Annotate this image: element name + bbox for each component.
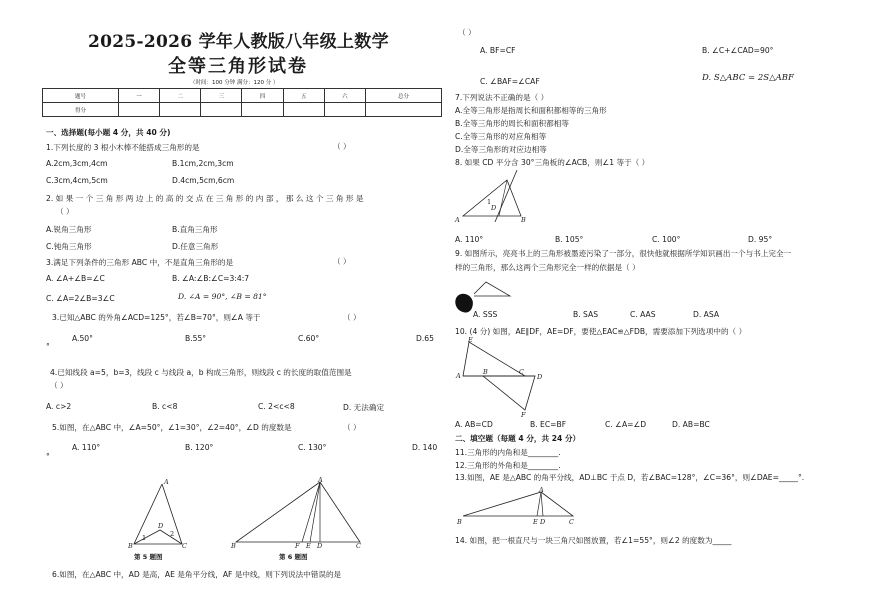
score-table-header-row xyxy=(43,89,442,103)
score-cell: 二 xyxy=(160,89,201,103)
question-2-answer-blank: （ ） xyxy=(56,207,74,216)
q7r-option-d: D.全等三角形的对应边相等 xyxy=(455,145,547,154)
figure-9-triangle xyxy=(470,280,520,310)
fig10-label-A: A xyxy=(456,372,461,380)
fig8-label-A: A xyxy=(455,216,460,224)
fig6-label-C: C xyxy=(356,542,361,550)
section-1-heading: 一、选择题(每小题 4 分，共 40 分) xyxy=(46,128,171,137)
q6r-option-d: D. S△ABC = 2S△ABF xyxy=(702,73,794,83)
q7r-option-b: B.全等三角形的周长和面积都相等 xyxy=(455,119,569,128)
q8-option-c: C. 100° xyxy=(652,235,681,244)
question-7r: 7.下列说法不正确的是（ ） xyxy=(455,93,549,102)
fig10-label-D: D xyxy=(537,373,543,381)
q2-option-c: C.钝角三角形 xyxy=(46,242,92,251)
score-cell: 一 xyxy=(118,89,159,103)
q2-option-d: D.任意三角形 xyxy=(172,242,219,251)
q6-option-d: D. 140 xyxy=(412,443,438,452)
q6-degree-mark: ° xyxy=(46,452,50,461)
fig5-label-C: C xyxy=(182,542,187,550)
question-11: 11.三角形的内角和是________. xyxy=(455,448,561,457)
q2-option-b: B.直角三角形 xyxy=(172,225,218,234)
score-cell: 三 xyxy=(201,89,242,103)
q9-option-b: B. SAS xyxy=(573,310,599,319)
question-14: 14. 如图，把一根直尺与一块三角尺如图放置，若∠1=55°，则∠2 的度数为_____ xyxy=(455,536,732,545)
q1-option-a: A.2cm,3cm,4cm xyxy=(46,159,108,168)
question-7: 6.如图，在△ABC 中，AD 是高，AE 是角平分线，AF 是中线，则下列说法中错误的是 xyxy=(52,570,342,579)
q9-option-d: D. ASA xyxy=(693,310,720,319)
exam-note: （时间：100 分钟 满分：120 分 ） xyxy=(190,80,279,86)
q6r-option-a: A. BF=CF xyxy=(480,46,516,55)
question-1: 1.下列长度的 3 根小木棒不能搭成三角形的是 xyxy=(46,143,200,152)
score-cell xyxy=(118,103,159,117)
score-cell: 四 xyxy=(242,89,283,103)
score-cell xyxy=(283,103,324,117)
figure-6-caption: 第 6 题图 xyxy=(279,553,308,561)
q3-option-c: C. ∠A=2∠B=3∠C xyxy=(46,294,115,303)
q5-option-d: D. 无法确定 xyxy=(343,403,385,412)
fig5-label-D: D xyxy=(158,522,164,530)
q8-option-b: B. 105° xyxy=(555,235,584,244)
q2-option-a: A.锐角三角形 xyxy=(46,225,92,234)
question-5-answer-blank: （ ） xyxy=(50,381,68,390)
score-cell xyxy=(242,103,283,117)
fig10-label-C: C xyxy=(519,368,524,376)
question-2: 2. 如 果 一 个 三 角 形 两 边 上 的 高 的 交 点 在 三 角 形 的 内 部 ， 那 么 这 个 三 角 形 是 xyxy=(46,194,364,203)
q9-option-a: A. SSS xyxy=(473,310,498,319)
q6-option-c: C. 130° xyxy=(298,443,327,452)
q10-option-d: D. AB=BC xyxy=(672,420,710,429)
question-3: 3.满足下列条件的三角形 ABC 中，不是直角三角形的是 xyxy=(46,258,234,267)
title-line-1: 2025-2026 学年人教版八年级上数学 xyxy=(88,32,389,52)
q8-option-d: D. 95° xyxy=(748,235,773,244)
question-12: 12.三角形的外角和是________. xyxy=(455,461,561,470)
fig10-label-F: F xyxy=(521,411,526,419)
q6-option-a: A. 110° xyxy=(72,443,101,452)
q10-option-a: A. AB=CD xyxy=(455,420,493,429)
fig6-label-A: A xyxy=(318,476,323,484)
fig6-label-E: E xyxy=(306,542,311,550)
q7r-option-a: A.全等三角形是指周长和面积都相等的三角形 xyxy=(455,106,607,115)
score-cell: 得分 xyxy=(43,103,119,117)
question-9-line-1: 9. 如图所示，亮亮书上的三角形被墨迹污染了一部分，很快他就根据所学知识画出一个与书上完全一 xyxy=(455,249,792,258)
q7r-option-c: C.全等三角形的对应角相等 xyxy=(455,132,547,141)
score-cell: 五 xyxy=(283,89,324,103)
question-1-answer-blank: （ ） xyxy=(333,142,351,151)
fig8-label-1: 1 xyxy=(487,198,492,206)
q3-option-d: D. ∠A = 90°, ∠B = 81° xyxy=(178,292,267,301)
right-top-answer-blank: （ ） xyxy=(458,28,476,37)
question-13: 13.如图，AE 是△ABC 的角平分线，AD⊥BC 于点 D，若∠BAC=128°，∠C=36°，则∠DAE=_____°. xyxy=(455,473,805,482)
q10-option-c: C. ∠A=∠D xyxy=(605,420,647,429)
section-2-heading: 二、填空题（每题 4 分，共 24 分） xyxy=(455,434,581,443)
q4-option-b: B.55° xyxy=(185,334,207,343)
figure-5-triangle xyxy=(120,478,190,550)
q6-option-b: B. 120° xyxy=(185,443,214,452)
fig5-label-B: B xyxy=(128,542,133,550)
q4-option-a: A.50° xyxy=(72,334,93,343)
q8-option-a: A. 110° xyxy=(455,235,484,244)
score-cell xyxy=(324,103,365,117)
score-cell xyxy=(160,103,201,117)
fig6-label-F: F xyxy=(295,542,300,550)
figure-8-triangle xyxy=(455,166,535,226)
fig5-label-2: 2 xyxy=(170,530,175,538)
figure-13-triangle xyxy=(455,482,585,528)
score-cell: 题号 xyxy=(43,89,119,103)
fig10-label-B: B xyxy=(483,368,488,376)
q9-option-c: C. AAS xyxy=(630,310,656,319)
fig13-label-A: A xyxy=(539,486,544,494)
q4-degree-mark: ° xyxy=(46,342,50,351)
fig5-label-1: 1 xyxy=(142,534,147,542)
fig8-label-B: B xyxy=(521,216,526,224)
figure-5-caption: 第 5 题图 xyxy=(134,553,163,561)
q10-option-b: B. EC=BF xyxy=(530,420,567,429)
fig13-label-D: D xyxy=(540,518,546,526)
fig6-label-D: D xyxy=(317,542,323,550)
fig8-label-D: D xyxy=(491,204,497,212)
q1-option-b: B.1cm,2cm,3cm xyxy=(172,159,234,168)
score-table-score-row xyxy=(43,103,442,117)
title-line-2: 全等三角形试卷 xyxy=(168,56,308,77)
fig10-label-E: E xyxy=(468,336,473,344)
question-6: 5.如图，在△ABC 中，∠A=50°，∠1=30°，∠2=40°，∠D 的度数是 xyxy=(52,423,292,432)
q1-option-c: C.3cm,4cm,5cm xyxy=(46,176,108,185)
q5-option-a: A. c>2 xyxy=(46,402,72,411)
q6r-option-c: C. ∠BAF=∠CAF xyxy=(480,77,540,86)
score-table xyxy=(42,88,442,117)
question-6-answer-blank: （ ） xyxy=(343,423,361,432)
fig13-label-B: B xyxy=(457,518,462,526)
score-cell xyxy=(201,103,242,117)
question-5: 4.已知线段 a=5，b=3，线段 c 与线段 a，b 构成三角形，则线段 c 的长度的取值范围是 xyxy=(50,368,352,377)
fig6-label-B: B xyxy=(231,542,236,550)
question-10: 10. (4 分) 如图，AE∥DF，AE=DF，要使△EAC≌△FDB，需要添加下列选项中的（ ） xyxy=(455,327,747,336)
figure-10-parallelogram xyxy=(455,338,555,418)
q4-option-d: D.65 xyxy=(416,334,434,343)
fig13-label-E: E xyxy=(533,518,538,526)
question-4-answer-blank: （ ） xyxy=(343,313,361,322)
q5-option-b: B. c<8 xyxy=(152,402,178,411)
q3-option-b: B. ∠A:∠B:∠C=3:4:7 xyxy=(172,274,250,283)
q1-option-d: D.4cm,5cm,6cm xyxy=(172,176,235,185)
q6r-option-b: B. ∠C+∠CAD=90° xyxy=(702,46,774,55)
question-3-answer-blank: （ ） xyxy=(333,257,351,266)
q3-option-a: A. ∠A+∠B=∠C xyxy=(46,274,105,283)
q5-option-c: C. 2<c<8 xyxy=(258,402,295,411)
fig13-label-C: C xyxy=(569,518,574,526)
score-cell: 六 xyxy=(324,89,365,103)
question-9-line-2: 样的三角形，那么这两个三角形完全一样的依据是（ ） xyxy=(455,263,640,272)
fig5-label-A: A xyxy=(164,478,169,486)
score-cell: 总分 xyxy=(365,89,441,103)
q4-option-c: C.60° xyxy=(298,334,320,343)
question-4: 3.已知△ABC 的外角∠ACD=125°，若∠B=70°，则∠A 等于 xyxy=(52,313,261,322)
question-8: 8. 如果 CD 平分含 30°三角板的∠ACB，则∠1 等于（ ） xyxy=(455,158,650,167)
score-cell xyxy=(365,103,441,117)
figure-6-triangle xyxy=(230,478,370,550)
